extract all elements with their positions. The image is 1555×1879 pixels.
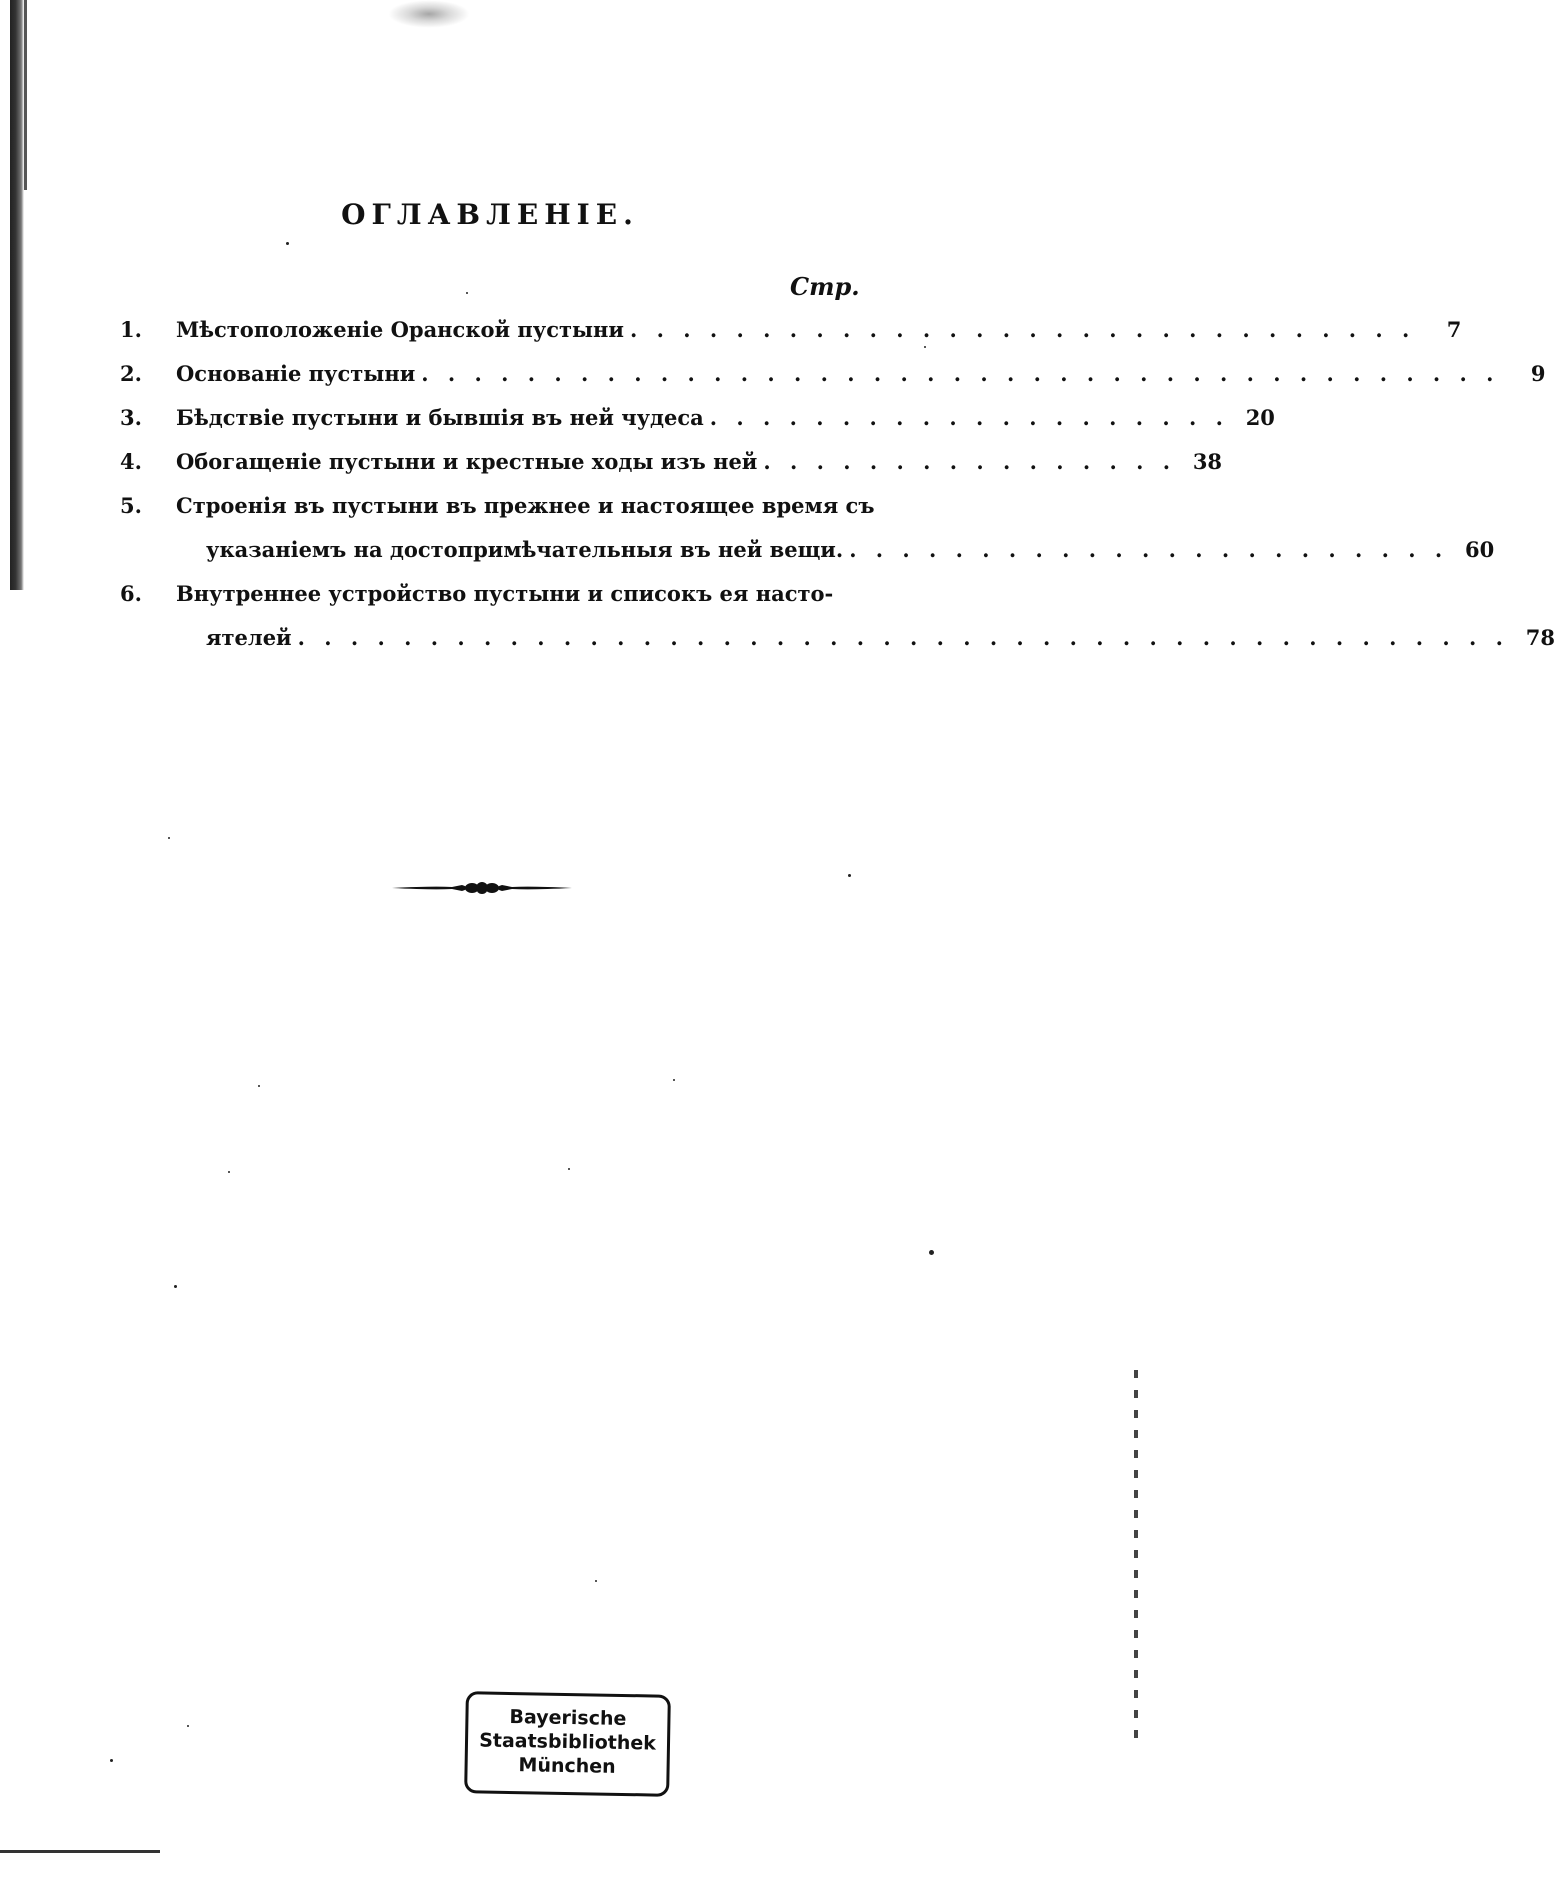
dot-leader: . . . . . . . . . . . . . . . . . . . .: [709, 405, 1229, 430]
toc-entry-title: Строенія въ пустыни въ прежнее и настоящее время съ: [176, 493, 875, 518]
toc-entry-page: 9: [1530, 361, 1546, 386]
toc-entry-number: 3.: [120, 405, 142, 430]
toc-entry-number: 2.: [120, 361, 142, 386]
toc-entry: [120, 396, 1275, 440]
toc-entry-title: Обогащеніе пустыни и крестные ходы изъ ней: [176, 449, 758, 474]
stamp-line: Staatsbibliothek: [478, 1729, 657, 1755]
toc-entry-title: Бѣдствіе пустыни и бывшія въ ней чудеса: [176, 405, 704, 430]
toc-entry-title: Основаніе пустыни: [176, 361, 416, 386]
library-stamp: [464, 1691, 671, 1797]
toc-entry: [120, 572, 1555, 660]
toc-entry-number: 6.: [120, 581, 142, 606]
stamp-line: München: [518, 1754, 616, 1778]
right-edge-shadow: [1134, 1370, 1138, 1750]
binding-edge-shadow: [10, 0, 24, 590]
toc-entry-title-continued: ятелей: [206, 625, 292, 650]
toc-entry: [120, 352, 1546, 396]
toc-entry-page: 60: [1464, 537, 1495, 562]
page-column-header: Стр.: [790, 272, 860, 301]
toc-entry-page: 78: [1525, 625, 1555, 650]
toc-entry-title: Внутреннее устройство пустыни и списокъ ея насто-: [176, 581, 834, 606]
toc-entry-number: 4.: [120, 449, 142, 474]
top-ink-smudge: [388, 0, 470, 28]
toc-entry-number: 1.: [120, 317, 142, 342]
dot-leader: . . . . . . . . . . . . . . . . . . . . . . . . . . . . . . . . . . . . . . . . . . . . . .: [297, 625, 1509, 650]
toc-entry-number: 5.: [120, 493, 142, 518]
toc-entry-page: 7: [1446, 317, 1462, 342]
dot-leader: . . . . . . . . . . . . . . . . . . . . . . . . . . . . . .: [630, 317, 1416, 342]
toc-entry: [120, 308, 1462, 352]
toc-entry: [120, 440, 1223, 484]
toc-entry-page: 38: [1192, 449, 1223, 474]
dot-leader: . . . . . . . . . . . . . . . . . . . . . . . . . . . . . . . . . . . . . . . . .: [421, 361, 1500, 386]
toc-entry-title-continued: указаніемъ на достопримѣчательныя въ ней вещи.: [206, 537, 844, 562]
bottom-edge-shadow: [0, 1850, 160, 1853]
page-title: ОГЛАВЛЕНІЕ.: [341, 198, 639, 231]
table-of-contents: [120, 308, 1555, 660]
toc-entry-title: Мѣстоположеніе Оранской пустыни: [176, 317, 625, 342]
dot-leader: . . . . . . . . . . . . . . . .: [763, 449, 1177, 474]
stamp-line: Bayerische: [509, 1705, 627, 1731]
dot-leader: . . . . . . . . . . . . . . . . . . . . . . .: [849, 537, 1449, 562]
toc-entry-page: 20: [1245, 405, 1275, 430]
toc-entry: [120, 484, 1495, 572]
ornamental-divider: [392, 878, 572, 898]
binding-edge-line: [24, 0, 27, 190]
